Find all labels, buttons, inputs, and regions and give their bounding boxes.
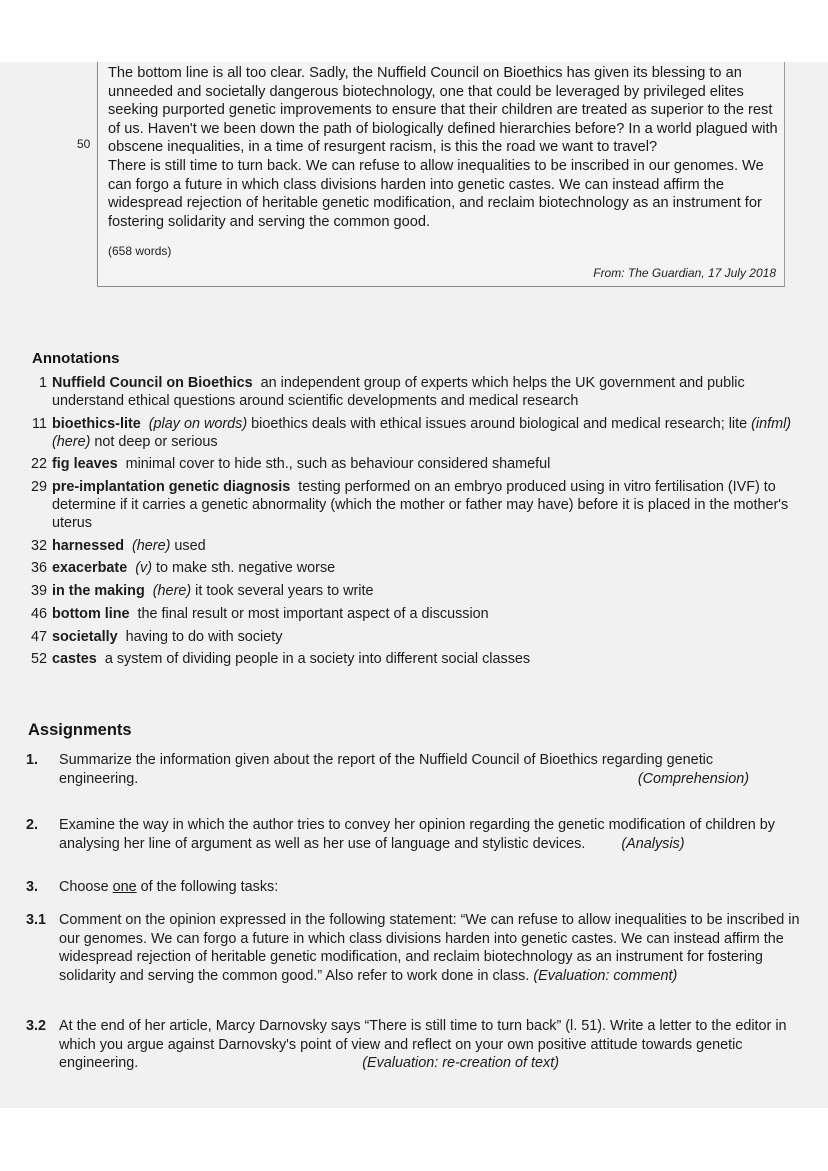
assignment-task-3-1: [26, 911, 816, 985]
task-category: (Evaluation: comment): [533, 967, 678, 984]
annotation-line-number: 11: [32, 415, 47, 432]
annotation-item: [24, 582, 820, 600]
task-text: Examine the way in which the author tries to convey her opinion regarding the genetic modification of children by analysing her line of argument as well as her use of language and stylistic devices.: [59, 817, 775, 852]
annotation-term: Nuffield Council on Bioethics: [52, 375, 253, 391]
annotation-term: castes: [52, 651, 97, 668]
annotations-heading: Annotations: [32, 350, 120, 367]
task-number: 2.: [26, 817, 39, 833]
assignment-task-1: [26, 751, 816, 788]
assignment-task-3-2: [26, 1017, 816, 1073]
task-text: Comment on the opinion expressed in the following statement: “We can refuse to allow inequalities to be inscribed in our genomes. We can forgo a future in which class divisions harden into genetic castes. We can instead affirm the widespread rejection of heritable genetic modification, and reclaim biotechnology as an instrument for fostering solidarity and serving the common good.” Also refer to work done in class.: [59, 912, 800, 984]
annotation-definition: having to do with society: [125, 628, 283, 645]
annotation-item: [24, 605, 820, 623]
article-paragraph-1: The bottom line is all too clear. Sadly, the Nuffield Council on Bioethics has given its blessing to an unneeded and societally dangerous biotechnology, one that could be leveraged by privileged elites seeking purported genetic improvements to ensure that their children are treated as superior to the rest of us. Haven't we been down the path of biologically defined hierarchies before? In a world plagued with obscene inequalities, in a time of resurgent racism, is this the road we want to travel?: [108, 65, 778, 156]
task-number: 3.2: [26, 1018, 47, 1034]
task-text: Summarize the information given about the report of the Nuffield Council of Bioethics regarding genetic engineering.: [59, 752, 714, 787]
article-paragraph-2: There is still time to turn back. We can refuse to allow inequalities to be inscribed in our genomes. We can forgo a future in which class divisions harden into genetic castes. We can instead affirm the widespread rejection of heritable genetic modification, and reclaim biotechnology as an instrument for fostering solidarity and serving the common good.: [108, 157, 764, 230]
article-source: From: The Guardian, 17 July 2018: [593, 266, 776, 280]
assignment-task-2: [26, 816, 816, 853]
task-text: At the end of her article, Marcy Darnovsky says “There is still time to turn back” (l. 51). Write a letter to the editor in which you argue against Darnovsky's point of view and reflect on your own positive attitude towards genetic engineering.: [59, 1018, 787, 1071]
task-category: (Analysis): [621, 835, 685, 852]
annotation-item: [24, 650, 820, 668]
annotation-usage-note: (play on words): [148, 415, 248, 432]
annotation-definition: minimal cover to hide sth., such as behaviour considered shameful: [125, 456, 551, 473]
annotation-line-number: 46: [30, 605, 47, 622]
annotation-usage-note: (v): [135, 560, 152, 577]
task-number: 1.: [26, 752, 39, 768]
task-category: (Comprehension): [637, 770, 749, 787]
annotation-definition: a system of dividing people in a society into different social classes: [104, 651, 531, 668]
annotation-term: bottom line: [52, 605, 130, 622]
task-number: 3.1: [26, 912, 47, 928]
annotation-definition: testing performed on an embryo produced using in vitro fertilisation (IVF) to determine if it carries a genetic abnormality (which the mother or father may have) before it is placed in the mother's uterus: [52, 479, 789, 532]
annotation-usage-note: (infml) (here): [52, 415, 792, 450]
annotation-line-number: 52: [30, 651, 47, 668]
word-count: (658 words): [108, 244, 172, 258]
annotation-definition: it took several years to write: [195, 583, 374, 600]
annotation-term: fig leaves: [52, 456, 118, 473]
annotation-item: [24, 537, 820, 555]
annotation-usage-note: (here): [132, 537, 171, 554]
article-text: [108, 64, 778, 231]
line-number: 50: [77, 137, 91, 151]
task-number: 3.: [26, 879, 39, 895]
annotation-term: exacerbate: [52, 560, 128, 577]
annotation-item: [24, 559, 820, 577]
task-text: of the following tasks:: [136, 879, 279, 895]
assignment-task-3: [26, 878, 816, 897]
annotation-definition: not deep or serious: [94, 433, 218, 450]
annotation-line-number: 32: [30, 537, 47, 554]
annotation-definition: used: [174, 537, 206, 554]
annotation-item: [24, 455, 820, 473]
annotation-term: in the making: [52, 583, 145, 600]
annotation-term: harnessed: [52, 537, 124, 554]
annotation-definition: the final result or most important aspect of a discussion: [137, 605, 489, 622]
annotation-usage-note: (here): [152, 583, 192, 600]
assignments-heading: Assignments: [28, 721, 132, 739]
annotation-definition: to make sth. negative worse: [156, 560, 336, 577]
annotation-definition: an independent group of experts which helps the UK government and public understand ethical questions around scientific developments and medical research: [52, 375, 745, 409]
annotation-item: [24, 415, 820, 451]
task-category: (Evaluation: re-creation of text): [362, 1055, 559, 1071]
task-text-underlined: one: [112, 879, 137, 895]
annotation-line-number: 39: [30, 583, 47, 600]
annotation-term: pre-implantation genetic diagnosis: [52, 479, 291, 496]
annotation-term: bioethics-lite: [52, 415, 141, 432]
annotations-list: [24, 374, 820, 673]
task-text: Choose: [59, 879, 113, 895]
annotation-item: [24, 628, 820, 646]
annotation-item: [24, 374, 820, 410]
annotation-line-number: 22: [30, 456, 47, 473]
annotation-definition: bioethics deals with ethical issues around biological and medical research; lite: [251, 415, 748, 432]
annotation-line-number: 1: [38, 375, 47, 391]
annotation-term: societally: [52, 628, 118, 645]
annotation-line-number: 36: [30, 560, 47, 577]
article-excerpt-box: [97, 62, 785, 287]
annotation-item: [24, 478, 820, 532]
annotation-line-number: 47: [30, 628, 47, 645]
annotation-line-number: 29: [30, 479, 47, 496]
